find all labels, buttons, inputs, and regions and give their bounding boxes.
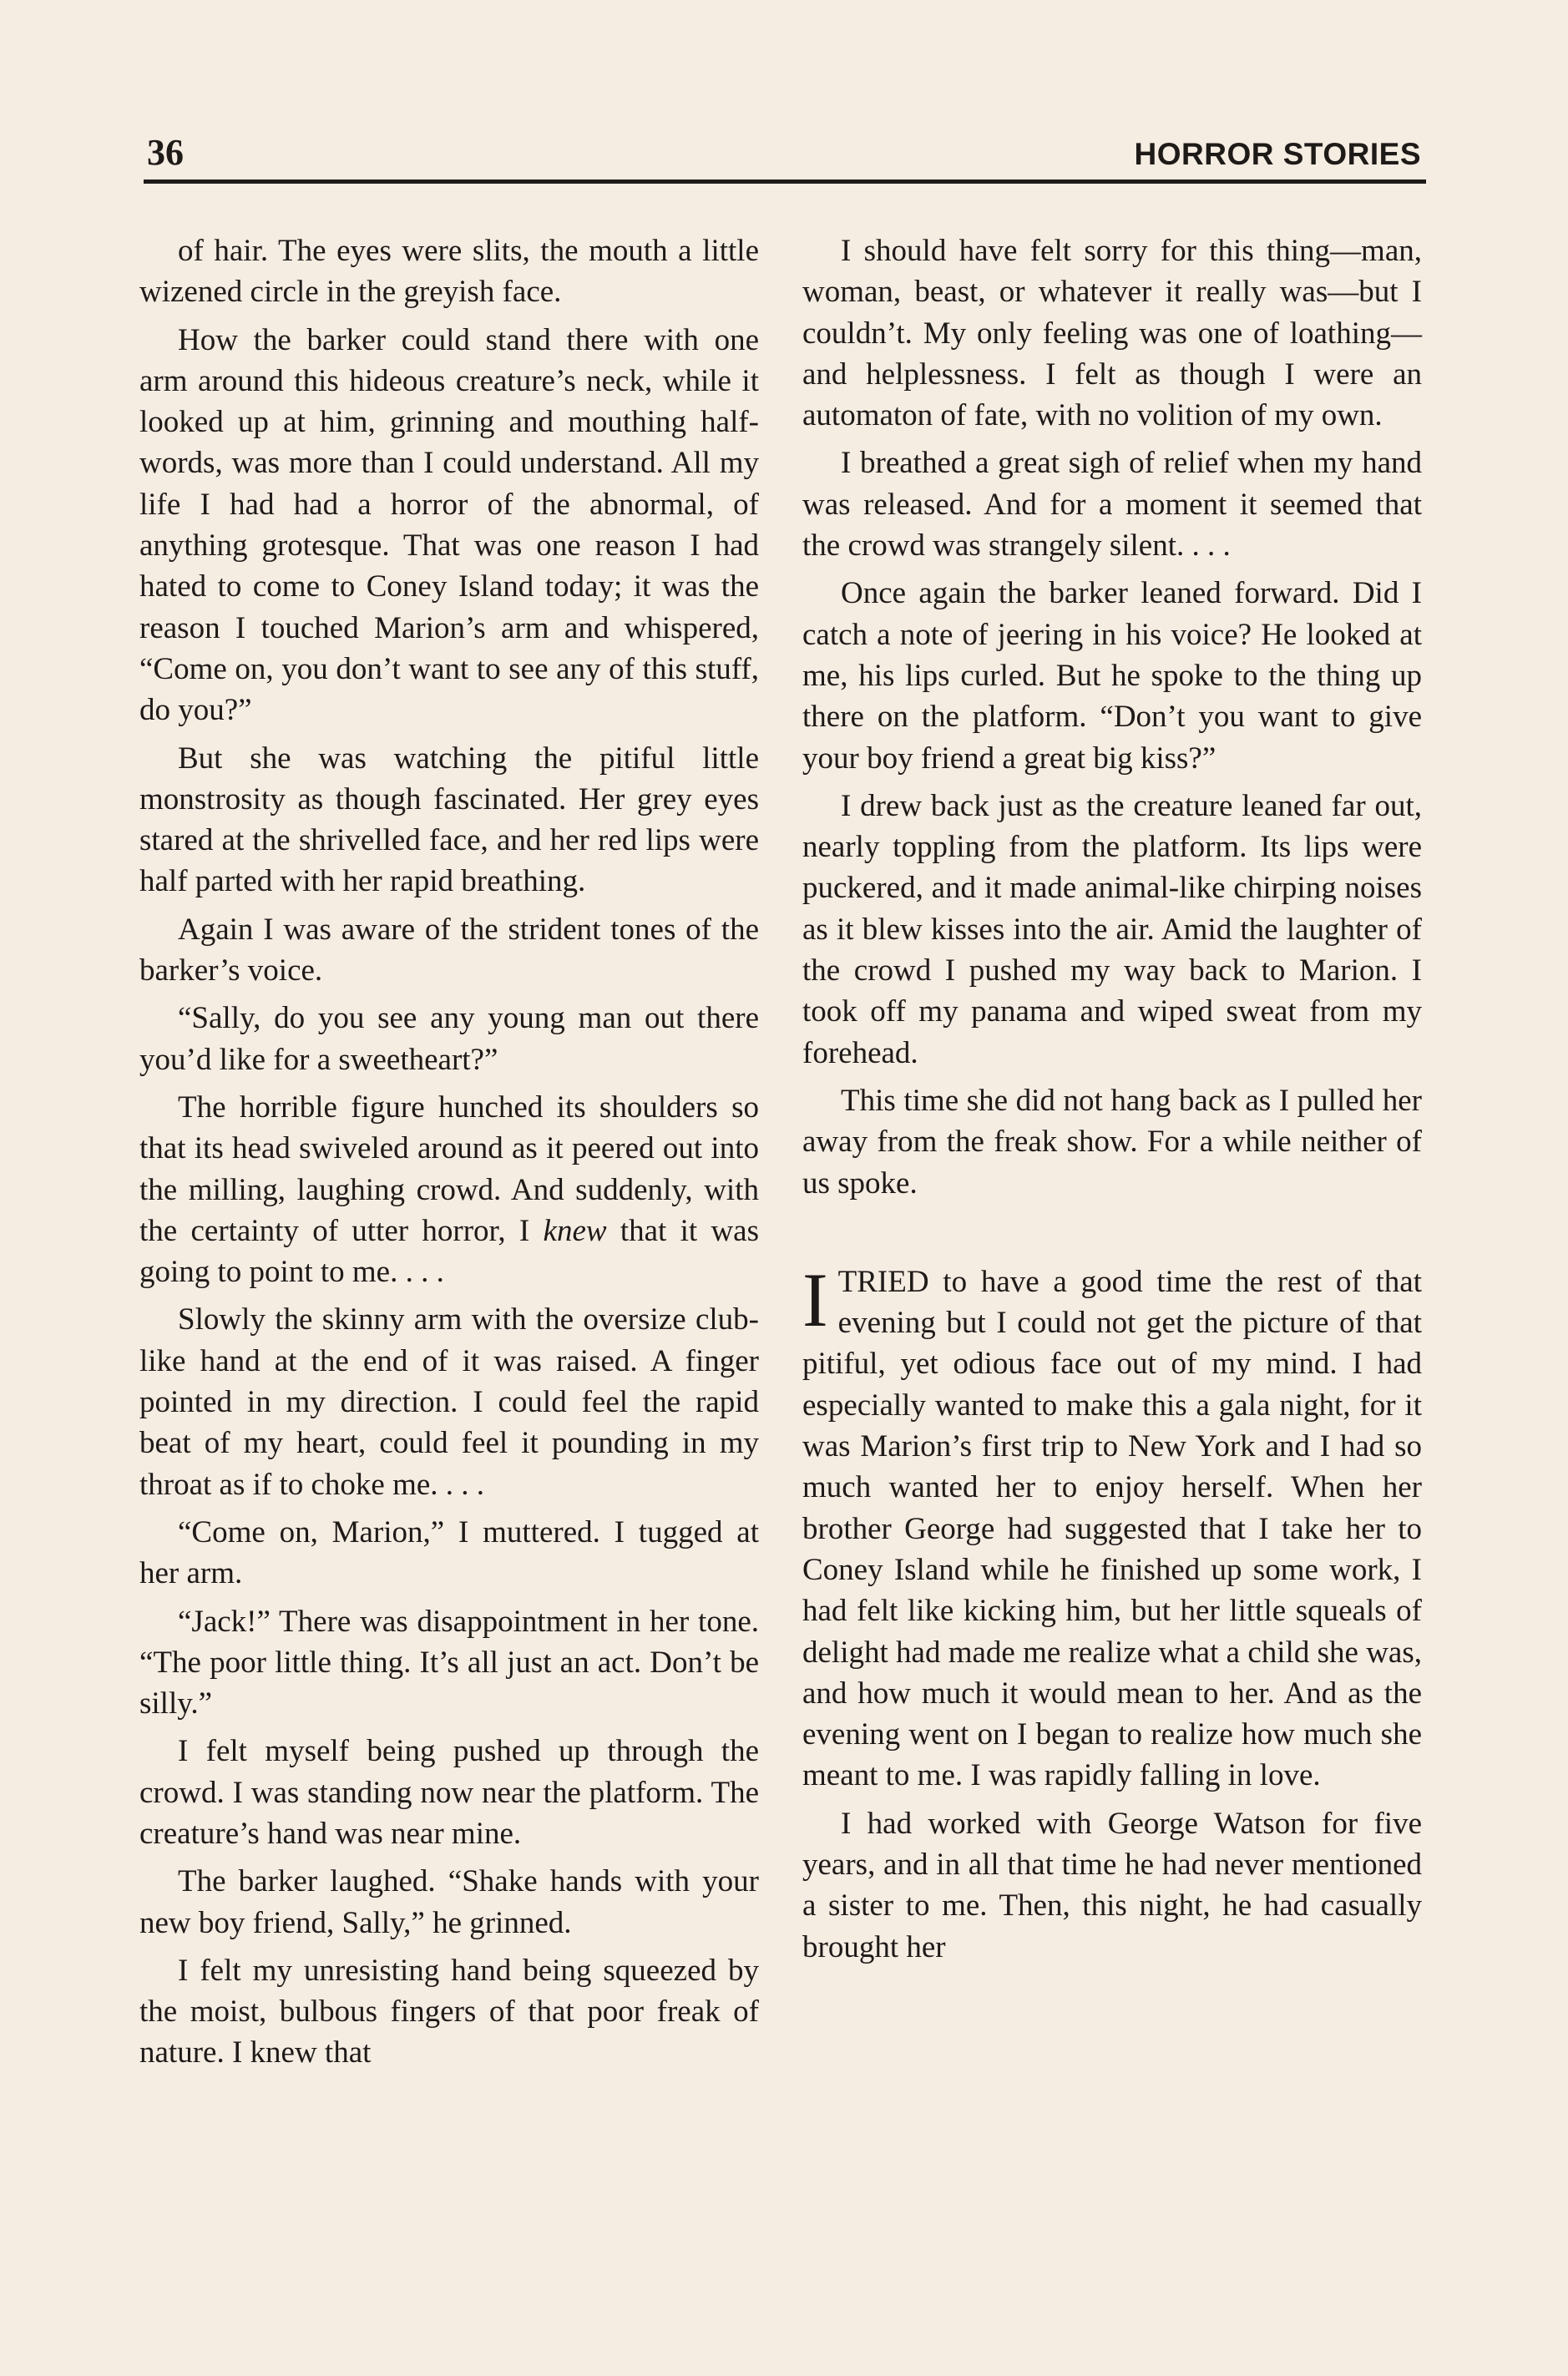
drop-cap: I bbox=[802, 1256, 828, 1342]
text-run: The horrible figure hunched its shoulders so that its head swiveled around as it peered out into the milling, laughing crowd. And suddenly, with the certainty of utter horror, I bbox=[139, 1089, 759, 1248]
header-rule bbox=[144, 179, 1426, 184]
paragraph: “Come on, Marion,” I muttered. I tugged at her arm. bbox=[139, 1514, 759, 1591]
page-number: 36 bbox=[147, 132, 184, 173]
paragraph: The barker laughed. “Shake hands with your new boy friend, Sally,” he grinned. bbox=[139, 1864, 759, 1940]
paragraph: I had worked with George Watson for five years, and in all that time he had never mentioned a sister to me. Then, this night, he had casually brought her bbox=[802, 1806, 1422, 1964]
paragraph: “Jack!” There was disappointment in her tone. “The poor little thing. It’s all just an act. Don’t be silly.” bbox=[139, 1604, 759, 1721]
paragraph: Once again the barker leaned forward. Did I catch a note of jeering in his voice? He looked at me, his lips curled. But he spoke to the thing up there on the platform. “Don’t you want to give your boy friend a great big kiss?” bbox=[802, 576, 1422, 776]
paragraph: Again I was aware of the strident tones of the barker’s voice. bbox=[139, 912, 759, 988]
right-column bbox=[802, 230, 1422, 1974]
section-opening-paragraph bbox=[802, 1256, 1422, 1797]
paragraph: I drew back just as the creature leaned far out, nearly toppling from the platform. Its lips were puckered, and it made animal-like chirping noises as it blew kisses into the air. Amid the laughter of the crowd I pushed my way back to Marion. I took off my panama and wiped sweat from my forehead. bbox=[802, 788, 1422, 1070]
paragraph: How the barker could stand there with one arm around this hideous creature’s neck, while it looked up at him, grinning and mouthing half-words, was more than I could understand. All my life I had had a horror of the abnormal, of anything grotesque. That was one reason I had hated to come to Coney Island today; it was the reason I touched Marion’s arm and whispered, “Come on, you don’t want to see any of this stuff, do you?” bbox=[139, 322, 759, 728]
paragraph bbox=[139, 1087, 759, 1292]
paragraph: But she was watching the pitiful little monstrosity as though fascinated. Her grey eyes stared at the shrivelled face, and her red lips were half parted with her rapid breathing. bbox=[139, 741, 759, 899]
running-head: HORROR STORIES bbox=[1134, 137, 1421, 171]
paragraph: I felt myself being pushed up through the crowd. I was standing now near the platform. The creature’s hand was near mine. bbox=[139, 1734, 759, 1851]
left-column bbox=[139, 230, 759, 2080]
italic-word: knew bbox=[543, 1213, 607, 1248]
text-run: TRIED to have a good time the rest of that evening but I could not get the picture of that pitiful, yet odious face out of my mind. I had especially wanted to make this a gala night, for it was Marion’s first trip to New York and I had so much wanted her to enjoy herself. When her brother George had suggested that I take her to Coney Island while he finished up some work, I had felt like kicking him, but her little squeals of delight had made me realize what a child she was, and how much it would mean to her. And as the evening went on I began to realize how much she meant to me. I was rapidly falling in love. bbox=[802, 1264, 1422, 1793]
paragraph: I felt my unresisting hand being squeezed by the moist, bulbous fingers of that poor freak of nature. I knew that bbox=[139, 1953, 759, 2070]
paragraph: of hair. The eyes were slits, the mouth a little wizened circle in the greyish face. bbox=[139, 234, 759, 310]
paragraph: “Sally, do you see any young man out there you’d like for a sweetheart?” bbox=[139, 1001, 759, 1077]
paragraph: This time she did not hang back as I pulled her away from the freak show. For a while neither of us spoke. bbox=[802, 1083, 1422, 1201]
text-run: that it was going to point to me. . . . bbox=[139, 1213, 759, 1290]
paragraph: I breathed a great sigh of relief when my hand was released. And for a moment it seemed that the crowd was strangely silent. . . . bbox=[802, 446, 1422, 564]
paragraph: Slowly the skinny arm with the oversize club-like hand at the end of it was raised. A finger pointed in my direction. I could feel the rapid beat of my heart, could feel it pounding in my throat as if to choke me. . . . bbox=[139, 1302, 759, 1502]
paragraph: I should have felt sorry for this thing—man, woman, beast, or whatever it really was—but I couldn’t. My only feeling was one of loathing—and helplessness. I felt as though I were an automaton of fate, with no volition of my own. bbox=[802, 234, 1422, 433]
